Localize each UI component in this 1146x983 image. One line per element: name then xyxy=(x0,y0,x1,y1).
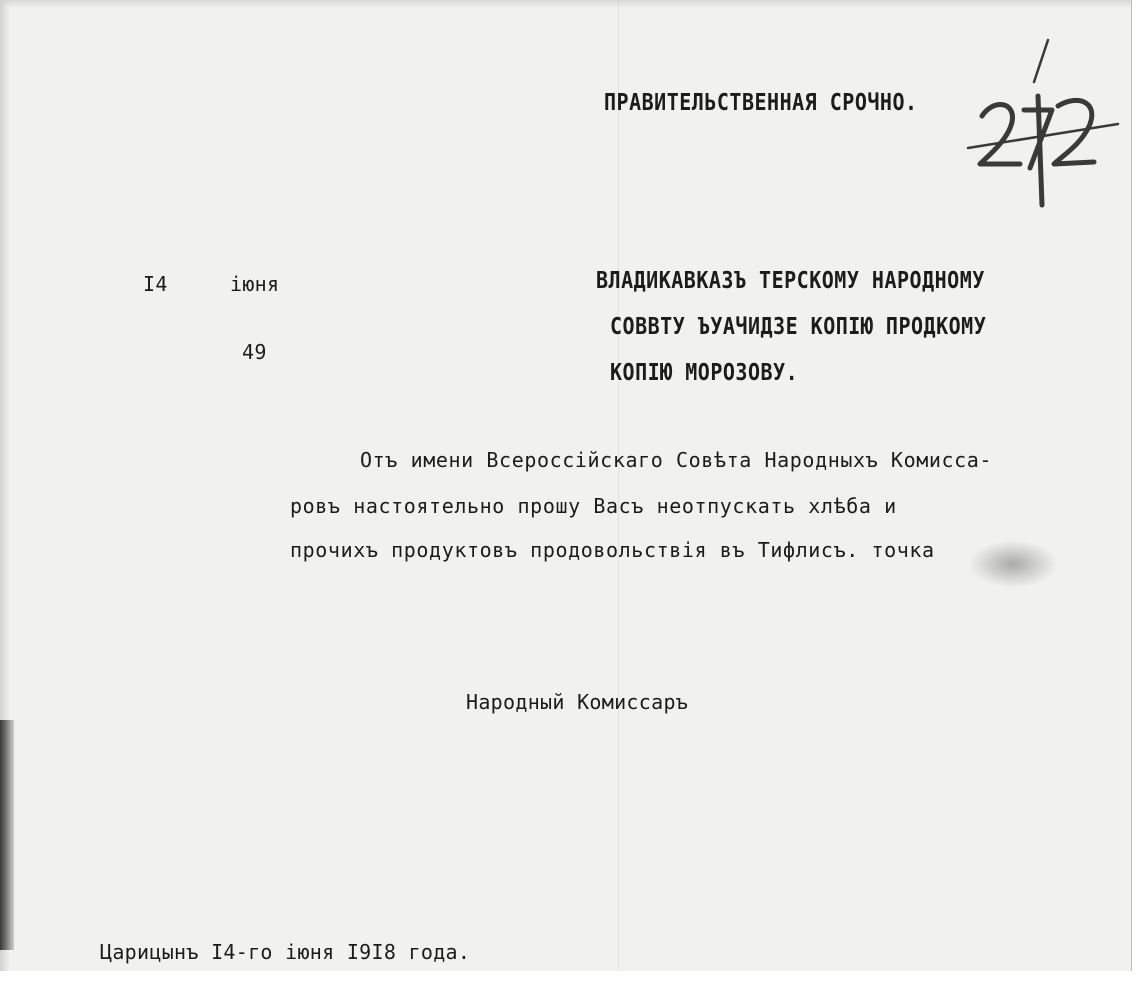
scan-border-bottom xyxy=(0,971,1146,983)
date-month: іюня xyxy=(230,272,280,296)
date-day: I4 xyxy=(143,272,168,296)
scan-border-right xyxy=(1131,0,1146,983)
telegram-number: 49 xyxy=(242,340,267,364)
body-line-3: прочихъ продуктовъ продовольствія въ Тифлисъ. точка xyxy=(290,538,935,562)
left-edge-stain xyxy=(0,720,14,950)
address-line-2: СОВВТУ ЪУАЧИДЗЕ КОПІЮ ПРОДКОМУ xyxy=(610,312,987,340)
body-line-1: Отъ имени Всероссійскаго Совѣта Народныхъ Комисса- xyxy=(360,448,993,472)
address-line-3: КОПІЮ МОРОЗОВУ. xyxy=(610,358,799,386)
address-line-1: ВЛАДИКАВКАЗЪ ТЕРСКОМУ НАРОДНОМУ xyxy=(596,266,985,294)
paper-edge-top xyxy=(0,0,1146,8)
body-line-2: ровъ настоятельно прошу Васъ неотпускать хлѣба и xyxy=(290,494,897,518)
ink-smudge xyxy=(968,540,1058,588)
archive-number-mark xyxy=(968,40,1118,215)
paper-fold-line xyxy=(618,0,619,983)
signature-title: Народный Комиссаръ xyxy=(466,690,689,714)
place-and-date: Царицынъ I4-го іюня I9I8 года. xyxy=(100,940,471,964)
priority-heading: ПРАВИТЕЛЬСТВЕННАЯ СРОЧНО. xyxy=(604,88,918,116)
